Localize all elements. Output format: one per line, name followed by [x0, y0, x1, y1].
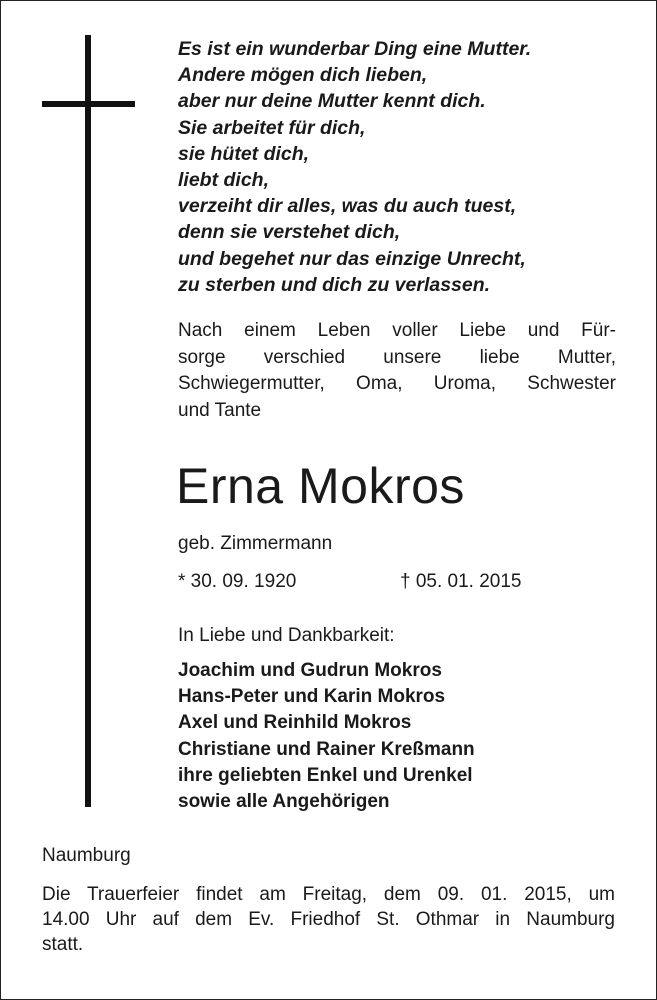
- place-name: Naumburg: [42, 845, 131, 866]
- poem-line: und begehet nur das einzige Unrecht,: [178, 247, 526, 270]
- intro-text: [178, 318, 616, 424]
- thanks-line: In Liebe und Dankbarkeit:: [178, 625, 395, 646]
- mourner: ihre geliebten Enkel und Urenkel: [178, 764, 473, 786]
- mourners-list: [178, 658, 475, 815]
- birth-date: * 30. 09. 1920: [178, 571, 297, 592]
- service-line: statt.: [42, 934, 84, 955]
- cross-vertical-bar: [85, 35, 91, 807]
- mourner: Hans-Peter und Karin Mokros: [178, 686, 446, 708]
- poem: [178, 36, 531, 298]
- maiden-name: geb. Zimmermann: [178, 533, 333, 554]
- poem-line: zu sterben und dich zu verlassen.: [178, 273, 491, 296]
- service-line: 14.00 Uhr auf dem Ev. Friedhof St. Othmar in Naumburg: [42, 909, 615, 930]
- poem-line: Es ist ein wunderbar Ding eine Mutter.: [178, 38, 532, 60]
- intro-line: Schwiegermutter, Oma, Uroma, Schwester: [178, 373, 616, 394]
- intro-line: Nach einem Leben voller Liebe und Für-: [178, 320, 616, 341]
- mourner: sowie alle Angehörigen: [178, 791, 390, 813]
- cross-horizontal-bar: [42, 101, 135, 107]
- funeral-service-info: [42, 882, 615, 957]
- poem-line: denn sie verstehet dich,: [178, 221, 401, 244]
- mourner: Joachim und Gudrun Mokros: [178, 660, 442, 681]
- intro-line: sorge verschied unsere liebe Mutter,: [178, 346, 616, 368]
- poem-line: Sie arbeitet für dich,: [178, 116, 366, 139]
- poem-line: aber nur deine Mutter kennt dich.: [178, 90, 486, 113]
- mourner: Christiane und Rainer Kreßmann: [178, 738, 475, 760]
- poem-line: liebt dich,: [178, 169, 270, 192]
- poem-line: Andere mögen dich lieben,: [178, 64, 428, 87]
- death-date: † 05. 01. 2015: [400, 571, 522, 592]
- poem-line: verzeiht dir alles, was du auch tuest,: [178, 195, 517, 218]
- poem-line: sie hütet dich,: [178, 142, 310, 165]
- mourner: Axel und Reinhild Mokros: [178, 712, 412, 734]
- deceased-name: Erna Mokros: [176, 458, 465, 514]
- intro-line: und Tante: [178, 399, 262, 421]
- service-line: Die Trauerfeier findet am Freitag, dem 09. 01. 2015, um: [42, 884, 615, 905]
